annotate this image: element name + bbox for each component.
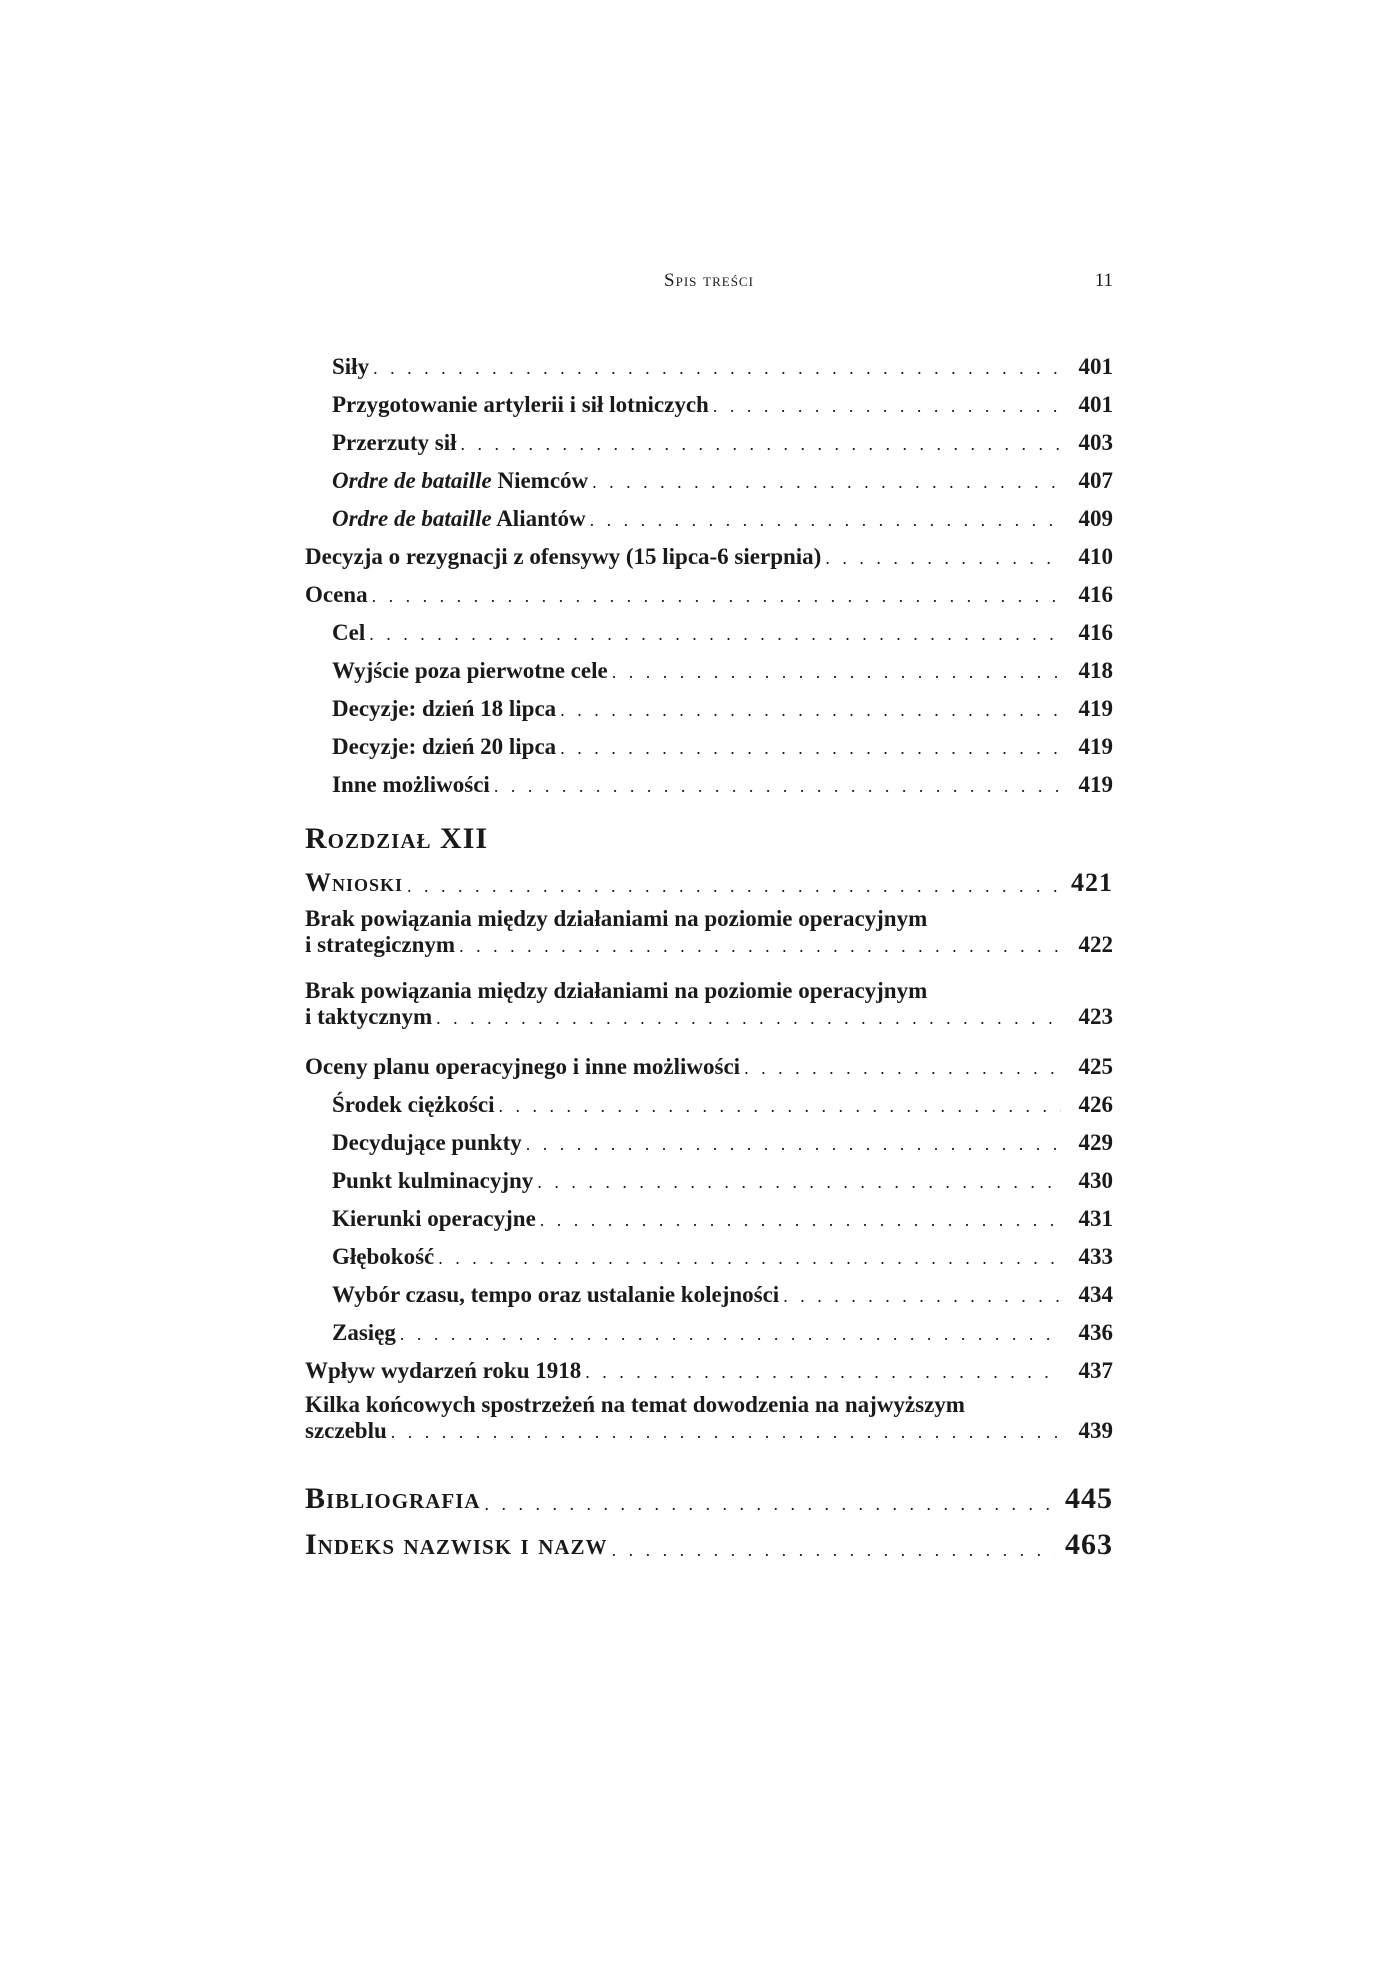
dot-leader <box>540 1209 1061 1232</box>
toc-entry-two-line-3[interactable] <box>305 1392 1113 1456</box>
dot-leader <box>612 1539 1055 1562</box>
running-title: Spis treści <box>664 270 754 291</box>
dot-leader <box>391 1421 1061 1444</box>
toc-entry[interactable] <box>305 494 1113 532</box>
running-head <box>305 270 1113 300</box>
toc-entry-page: 419 <box>1078 733 1113 759</box>
toc-entry[interactable] <box>305 608 1113 646</box>
toc-entry-page: 434 <box>1078 1281 1113 1307</box>
toc-entry-label: Cel <box>332 619 366 645</box>
toc-entry[interactable] <box>305 456 1113 494</box>
toc-entry[interactable] <box>305 418 1113 456</box>
toc-entry-label: Wyjście poza pierwotne cele <box>332 657 608 683</box>
toc-entry[interactable] <box>305 646 1113 684</box>
toc-entry-label: Przerzuty sił <box>332 429 457 455</box>
toc-group-1 <box>305 342 1113 798</box>
toc-entry-label-line2: i strategicznym <box>305 932 456 958</box>
dot-leader <box>590 509 1061 532</box>
toc-entry-label: Wybór czasu, tempo oraz ustalanie kolejności <box>332 1281 780 1307</box>
dot-leader <box>400 1323 1061 1346</box>
dot-leader <box>369 623 1061 646</box>
toc-entry-label: Bibliografia <box>305 1481 481 1515</box>
toc-entry-page: 401 <box>1078 391 1113 417</box>
toc-entry-label: Ocena <box>305 581 368 607</box>
dot-leader <box>485 1493 1055 1516</box>
dot-leader <box>612 661 1061 684</box>
dot-leader <box>560 699 1061 722</box>
toc-entry[interactable] <box>305 342 1113 380</box>
toc-entry-page: 436 <box>1078 1319 1113 1345</box>
dot-leader <box>372 585 1061 608</box>
toc-entry-page: 423 <box>1078 1004 1113 1030</box>
toc-entry-label <box>332 468 588 494</box>
dot-leader <box>537 1171 1061 1194</box>
toc-entry-label: Głębokość <box>332 1243 435 1269</box>
toc-entry-label: Wpływ wydarzeń roku 1918 <box>305 1357 582 1383</box>
dot-leader <box>783 1285 1061 1308</box>
toc-entry-label: Siły <box>332 353 370 379</box>
toc-entry-label-line2: i taktycznym <box>305 1004 433 1030</box>
toc-entry-label: Oceny planu operacyjnego i inne możliwości <box>305 1053 741 1079</box>
toc-entry-label: Decydujące punkty <box>332 1129 522 1155</box>
toc-entry[interactable] <box>305 760 1113 798</box>
toc-entry[interactable] <box>305 1346 1113 1384</box>
toc-entry-two-line-2[interactable] <box>305 978 1113 1042</box>
toc-entry[interactable] <box>305 1042 1113 1080</box>
page-number: 11 <box>1094 270 1113 291</box>
toc-entry-label: Środek ciężkości <box>332 1091 495 1117</box>
toc-entry-page: 421 <box>1071 868 1113 898</box>
toc-entry-page: 410 <box>1078 543 1113 569</box>
toc-entry-label: Zasięg <box>332 1319 396 1345</box>
toc-entry-italic: Ordre de bataille <box>332 505 492 531</box>
toc-entry-label: Decyzje: dzień 18 lipca <box>332 695 557 721</box>
dot-leader <box>459 935 1061 958</box>
toc-entry-page: 401 <box>1078 353 1113 379</box>
dot-leader <box>461 433 1061 456</box>
toc-entry-page: 422 <box>1078 932 1113 958</box>
chapter-number: Rozdział XII <box>305 822 489 855</box>
toc-entry-page: 416 <box>1078 619 1113 645</box>
toc-entry[interactable] <box>305 1470 1113 1516</box>
toc-entry[interactable] <box>305 380 1113 418</box>
toc-entry[interactable] <box>305 1080 1113 1118</box>
table-of-contents <box>305 342 1113 1562</box>
toc-entry-page: 403 <box>1078 429 1113 455</box>
dot-leader <box>713 395 1061 418</box>
toc-entry-label: Indeks nazwisk i nazw <box>305 1527 608 1561</box>
toc-entry[interactable] <box>305 1308 1113 1346</box>
toc-entry-label: Punkt kulminacyjny <box>332 1167 534 1193</box>
toc-entry-page: 445 <box>1065 1481 1113 1515</box>
toc-entry-page: 431 <box>1078 1205 1113 1231</box>
toc-entry-two-line-1[interactable] <box>305 906 1113 970</box>
toc-entry-page: 433 <box>1078 1243 1113 1269</box>
dot-leader <box>373 357 1061 380</box>
toc-entry-page: 419 <box>1078 695 1113 721</box>
toc-entry[interactable] <box>305 1516 1113 1562</box>
toc-entry-label: Kierunki operacyjne <box>332 1205 536 1231</box>
toc-entry[interactable] <box>305 1194 1113 1232</box>
toc-entry-page: 419 <box>1078 771 1113 797</box>
toc-entry-page: 429 <box>1078 1129 1113 1155</box>
toc-group-2 <box>305 1042 1113 1384</box>
toc-entry[interactable] <box>305 684 1113 722</box>
toc-entry-label: Przygotowanie artylerii i sił lotniczych <box>332 391 709 417</box>
toc-entry-italic: Ordre de bataille <box>332 467 492 493</box>
dot-leader <box>744 1057 1061 1080</box>
dot-leader <box>585 1361 1061 1384</box>
toc-entry-page: 416 <box>1078 581 1113 607</box>
dot-leader <box>560 737 1061 760</box>
dot-leader <box>526 1133 1061 1156</box>
toc-entry-label-rest: Niemców <box>497 467 589 493</box>
toc-entry[interactable] <box>305 722 1113 760</box>
toc-entry[interactable] <box>305 532 1113 570</box>
toc-entry-page: 463 <box>1065 1527 1113 1561</box>
toc-entry-page: 426 <box>1078 1091 1113 1117</box>
toc-entry-page: 430 <box>1078 1167 1113 1193</box>
toc-entry-label-line1: Brak powiązania między działaniami na poziomie operacyjnym <box>305 906 928 931</box>
toc-entry-page: 439 <box>1078 1418 1113 1444</box>
toc-entry-page: 407 <box>1078 467 1113 493</box>
toc-entry-page: 425 <box>1078 1053 1113 1079</box>
dot-leader <box>498 1095 1061 1118</box>
dot-leader <box>494 775 1061 798</box>
dot-leader <box>825 547 1061 570</box>
dot-leader <box>436 1007 1061 1030</box>
dot-leader <box>407 875 1061 898</box>
toc-entry-label: Decyzja o rezygnacji z ofensywy (15 lipca-6 sierpnia) <box>305 543 822 569</box>
toc-back-matter <box>305 1470 1113 1562</box>
toc-entry-chapter-title[interactable] <box>305 858 1113 898</box>
toc-entry-label-line1: Brak powiązania między działaniami na poziomie operacyjnym <box>305 978 928 1003</box>
toc-entry-label: Wnioski <box>305 868 404 898</box>
toc-entry[interactable] <box>305 1156 1113 1194</box>
dot-leader <box>592 471 1061 494</box>
toc-entry[interactable] <box>305 570 1113 608</box>
toc-entry[interactable] <box>305 1270 1113 1308</box>
toc-entry-page: 437 <box>1078 1357 1113 1383</box>
toc-entry-label: Inne możliwości <box>332 771 490 797</box>
dot-leader <box>438 1247 1061 1270</box>
toc-entry-label-rest: Aliantów <box>496 505 586 531</box>
toc-entry-label: Decyzje: dzień 20 lipca <box>332 733 557 759</box>
toc-entry-label-line2: szczeblu <box>305 1418 387 1444</box>
toc-entry[interactable] <box>305 1232 1113 1270</box>
toc-entry[interactable] <box>305 1118 1113 1156</box>
toc-entry-page: 418 <box>1078 657 1113 683</box>
toc-entry-label-line1: Kilka końcowych spostrzeżeń na temat dowodzenia na najwyższym <box>305 1392 965 1417</box>
toc-entry-page: 409 <box>1078 505 1113 531</box>
toc-entry-label <box>332 506 586 532</box>
